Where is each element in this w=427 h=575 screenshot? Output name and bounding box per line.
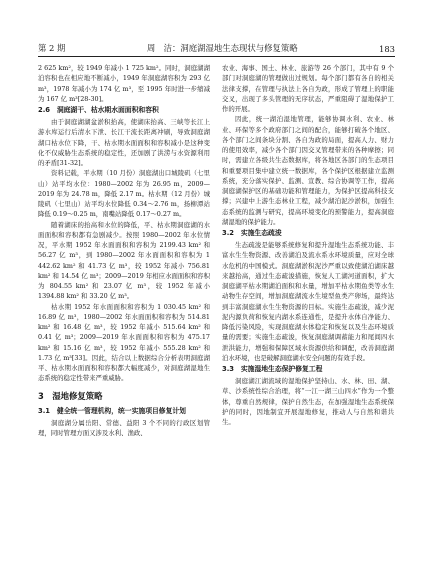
header-title: 周 洁：洞庭湖湿地生态现状与修复策略 <box>146 43 298 53</box>
paragraph: 由于洞庭湖湖盆淤积抬高，使湖床抬高、三峡等长江上游水库运行后清水下泄、长江干流长距离冲刷，导致洞庭湖湖口枯水位下降，干、枯水期水面面积和容积减小是这种变化不仅威胁生态系统的稳定性，还加剧了洪涝与水资源利用的矛盾[31-32]。 <box>38 118 210 167</box>
right-column <box>222 63 394 427</box>
section-heading-3-3: 3.3 实施湿地生态保护修复工程 <box>222 365 323 373</box>
paragraph: 洞庭湖分属岳阳、常德、益阳 3 个不同的行政区划管理，同时管理方面又涉及水利、渔政、 <box>38 418 210 437</box>
paragraph: 洞庭湖江湖流域的湿地保护坚持山、水、林、田、湖、草、沙系统性综合治理，将“一江一湖三山四水”作为一个整体，尊重自然规律，保护自然生态，在加强湿地生态系统保护的同时，因地制宜开展湿地修复，推动人与自然和谐共生。 <box>222 377 394 426</box>
section-heading-3-2: 3.2 实施生态疏浚 <box>222 229 282 237</box>
paragraph: 生态疏浚是能够系统修复和提升湿地生态系统功能、丰富水生生物资源、改善湖泊及流水系水环境质量，应对全球水危机的中国模式。洞庭湖淤积泥沙严重以致使湖泊湖床越来越抬高，通过生态疏浚措施，恢复人工湖河道面积，扩大洞庭湖平枯水期湖泊面积和水量，增加平枯水期鱼类等水生动物生存空间，增加洞庭湖流水生境型鱼类产卵场，最终达到丰富洞庭湖水生生物资源的目标。实施生态疏浚，减少泥泥内源负荷和恢复内湖水系连通性，是提升水体自净能力、降低污染风险，实现洞庭湖水体稳定和恢复以及生态环境质量的需要；实施生态疏浚，恢复洞庭湖调蓄能力和尾闾四水泄洪能力，增强和保障区域水资源供给和调配，改善洞庭湖泊水环境，也是破解洞庭湖水安全问题的有效手段。 <box>222 241 394 362</box>
paragraph: 农业、海事、国土、林业、旅游等 26 个部门，其中有 9 个部门对洞庭湖的管理做出过规划。每个部门都有各自的相关法律支撑，在管理与执法上各自为政，形成了管理上的职能交叉，出现了多头管理的无序状态，严重阻碍了湿地保护工作的开展。 <box>222 64 394 113</box>
paragraph: 因此，统一湖泊湿地管理，能够协调水利、农业、林业、环保等多个政府部门之间的配合，能够打破各个地区、各个部门之间条块分割、各自为政的局面，提高人力、财力的使用效率，减少各个部门因交叉管理带来的各种摩擦；同时，需建立各级共生态数据库，将各地区各部门的生态项目和重要项目集中建立统一数据库，各个保护区根据建立监测系统，充分落实保护、监测、宣教、综合协调等工作，提高洞庭湖保护区的基础功能和管理能力，为保护区提高科技支撑；兴建中上游生态林业工程，减少湖泊泥沙淤积，加强生态系统的监测与研究，提高环境变化的预警能力，提高洞庭湖湿地的保护能力。 <box>222 115 394 226</box>
left-column <box>38 63 210 438</box>
header-issue: 第 2 期 <box>38 43 66 53</box>
paragraph: 随着湖床的抬高和水位的降低，平、枯水期洞庭湖的水面面积和容积都有急剧减少。按照 1980—2002 年水位情况，平水期 1952 年水面面积和容积为 2199.43 km² 和 56.27 亿 m³，到 1980—2002 年水面面积和容积为 1 442.62 km² 和 41.73 亿 m³，较 1952 年减小 756.81 km² 和 14.54 亿 m³；2009—2019 年相应水面面积和容积为 804.55 km² 和 23.07 亿 m³，较 1952 年减小 1394.88 km² 和 33.20 亿 m³。 <box>38 220 210 301</box>
section-heading-3: 3 湿地修复策略 <box>38 390 103 401</box>
header-rule <box>38 56 395 57</box>
section-heading-3-1: 3.1 健全统一管理机构，统一实施项目修复计划 <box>38 406 186 415</box>
section-heading-2-6: 2.6 洞庭湖干、枯水期水面面积和容积 <box>38 106 159 114</box>
running-header <box>38 40 395 54</box>
paragraph: 资料记载，平水期（10 月份）洞庭湖出口城陵矶（七里山）站平均水位：1980—2002 年为 26.95 m，2009—2019 年为 24.78 m，降低 2.17 m。枯水期（12 月份）城陵矶（七里山）站平均水位降低 0.34～2.76 m，扬柳潭站降低 0.19～0.25 m，南嘴站降低 0.17～0.27 m。 <box>38 169 210 219</box>
paragraph: 枯水期 1952 年水面面积和容积为 1 030.45 km² 和 16.89 亿 m³，1980—2002 年水面面积和容积为 514.81 km² 和 16.48 亿 m³，较 1952 年减小 515.64 km² 和 0.41 亿 m³；2009—2019 年水面面积和容积为 475.17 km² 和 15.16 亿 m³，较 1952 年减小 555.28 km² 和 1.73 亿 m³[33]。因此，结合以上数据综合分析表明洞庭湖平、枯水期水面面积和容积都大幅度减少，对洞庭湖湿地生态系统的稳定性带来严重威胁。 <box>38 302 210 383</box>
paragraph: 2 625 km²，较 1949 年减小 1 725 km²。同时，洞庭湖湖泊容积也在相应地不断减小，1949 年洞庭湖容积为 293 亿 m³，1978 年减小为 174 亿 m³，至 1995 年时进一步缩减为 167 亿 m³[28-30]。 <box>38 64 210 103</box>
header-page-number: 183 <box>379 44 395 54</box>
